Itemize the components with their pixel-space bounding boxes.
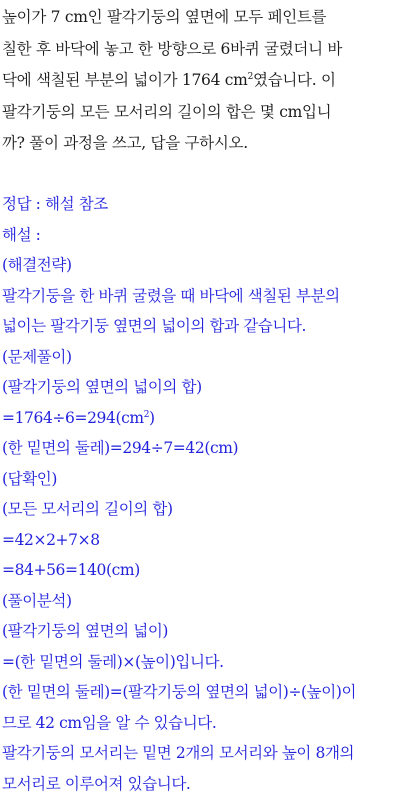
question-line-text: 였습니다. 이: [253, 71, 336, 89]
question-line: [2, 34, 398, 66]
answer-line-text: (문제풀이): [2, 348, 72, 366]
answer-line-text: 팔각기둥을 한 바퀴 굴렸을 때 바닥에 색칠된 부분의: [2, 287, 340, 305]
section-heading-solution: [2, 342, 398, 373]
explanation-label: [2, 220, 398, 251]
explanation-line: [2, 677, 398, 708]
explanation-line: [2, 769, 398, 799]
answer-line-text: (답확인): [2, 470, 57, 488]
answer-line-text: (한 밑면의 둘레)=(팔각기둥의 옆면의 넓이)÷(높이)이: [2, 683, 356, 701]
question-line: [2, 2, 398, 34]
answer-line-text: ): [149, 409, 155, 427]
explanation-line: [2, 281, 398, 312]
equation-line: [2, 433, 398, 464]
section-heading-analysis: [2, 586, 398, 617]
answer-line-text: (한 밑면의 둘레)=294÷7=42(cm): [2, 439, 238, 457]
question-text: [2, 2, 398, 160]
explanation-line: [2, 311, 398, 342]
question-line-text: 까? 풀이 과정을 쓰고, 답을 구하시오.: [2, 134, 248, 152]
answer-line-text: (팔각기둥의 옆면의 넓이): [2, 622, 168, 640]
equation-line: [2, 525, 398, 556]
answer-line-text: 넓이는 팔각기둥 옆면의 넓이의 합과 같습니다.: [2, 317, 306, 335]
question-line-text: 높이가 7 cm인 팔각기둥의 옆면에 모두 페인트를: [2, 8, 326, 26]
explanation-line: [2, 616, 398, 647]
answer-line-text: =42×2+7×8: [2, 531, 100, 549]
answer-line-text: =1764÷6=294(cm: [2, 409, 144, 427]
question-line-text: 닥에 색칠된 부분의 넓이가 1764 cm: [2, 71, 248, 89]
explanation-line: [2, 738, 398, 769]
superscript-exponent: 2: [144, 410, 149, 420]
answer-line-text: (팔각기둥의 옆면의 넓이의 합): [2, 378, 202, 396]
question-line-text: 팔각기둥의 모든 모서리의 길이의 합은 몇 cm입니: [2, 103, 331, 121]
question-line: [2, 65, 398, 97]
answer-explanation: [2, 189, 398, 799]
section-heading-check: [2, 464, 398, 495]
answer-line-text: 팔각기둥의 모서리는 밑면 2개의 모서리와 높이 8개의: [2, 744, 354, 762]
explanation-line: [2, 708, 398, 739]
answer-line-text: =(한 밑면의 둘레)×(높이)입니다.: [2, 653, 224, 671]
question-line-text: 칠한 후 바닥에 놓고 한 방향으로 6바퀴 굴렸더니 바: [2, 40, 342, 58]
equation-line: [2, 555, 398, 586]
superscript-exponent: 2: [248, 72, 253, 82]
answer-line-text: 모서리로 이루어져 있습니다.: [2, 775, 190, 793]
answer-line-text: 므로 42 cm임을 알 수 있습니다.: [2, 714, 216, 732]
explanation-line: [2, 372, 398, 403]
equation-line: [2, 647, 398, 678]
answer-line-text: 해설 :: [2, 226, 41, 244]
section-heading-strategy: [2, 250, 398, 281]
explanation-line: [2, 494, 398, 525]
answer-label: [2, 189, 398, 220]
equation-line: [2, 403, 398, 434]
question-line: [2, 97, 398, 129]
answer-line-text: (모든 모서리의 길이의 합): [2, 500, 173, 518]
answer-line-text: (해결전략): [2, 256, 72, 274]
answer-line-text: 정답 : 해설 참조: [2, 195, 108, 213]
answer-line-text: =84+56=140(cm): [2, 561, 140, 579]
answer-line-text: (풀이분석): [2, 592, 72, 610]
question-line: [2, 128, 398, 160]
